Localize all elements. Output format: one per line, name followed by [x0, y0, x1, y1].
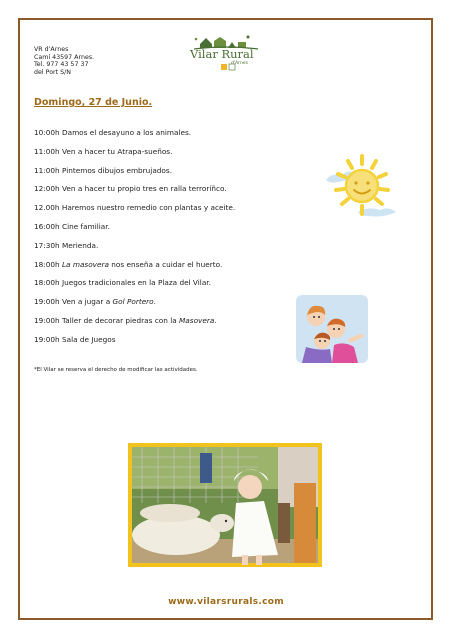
logo-badge: [221, 64, 227, 70]
schedule-item: [34, 260, 235, 279]
schedule-text: Ven a hacer tu propio tres en ralla terroríñco.: [61, 184, 227, 194]
schedule-text: Pintemos dibujos embrujados.: [61, 165, 173, 175]
address-line: VR d'Arnes: [34, 46, 69, 53]
schedule-time: 12.00h: [34, 203, 60, 213]
schedule-item: [34, 166, 235, 185]
activity-schedule: [34, 128, 235, 354]
schedule-time: 18:00h: [34, 278, 60, 288]
logo-title: Vilar Rural: [190, 47, 254, 61]
schedule-text: Ven a jugar a: [61, 297, 113, 307]
schedule-italic: Gol Portero: [112, 297, 154, 307]
schedule-text: Haremos nuestro remedio con plantas y aceite.: [61, 203, 236, 213]
schedule-time: 17:30h: [34, 240, 60, 250]
disclaimer-note: *El Vilar se reserva el derecho de modificar las actividades.: [34, 367, 198, 373]
schedule-item: [34, 297, 235, 316]
schedule-item: [34, 316, 235, 335]
schedule-text: Juegos tradicionales en la Plaza del Vilar.: [61, 278, 211, 288]
schedule-time: 18:00h: [34, 259, 60, 269]
schedule-time: 19:00h: [34, 315, 60, 325]
schedule-time: 16:00h: [34, 221, 60, 231]
address-block: [34, 46, 94, 76]
schedule-item: [34, 335, 235, 354]
address-line: del Port S/N: [34, 68, 71, 76]
address-line: Tel. 977 43 57 37: [34, 61, 89, 69]
schedule-text: .: [153, 297, 156, 307]
schedule-item: [34, 241, 235, 260]
schedule-text: nos enseña a cuidar el huerto.: [108, 259, 223, 269]
schedule-item: [34, 203, 235, 222]
date-heading: Domingo, 27 de Junio.: [34, 97, 153, 108]
website-link[interactable]: www.vilarsrurals.com: [168, 597, 284, 607]
schedule-text: Cine familiar.: [61, 221, 110, 231]
schedule-item: [34, 184, 235, 203]
children-illustration: [296, 295, 368, 363]
schedule-text: Damos el desayuno a los animales.: [61, 128, 192, 137]
schedule-time: 10:00h: [34, 128, 60, 137]
schedule-italic: Masovera: [179, 315, 215, 325]
logo-subtitle: d'Arnes: [231, 61, 248, 66]
schedule-text: .: [214, 315, 217, 325]
schedule-item: [34, 278, 235, 297]
girl-with-sheep-photo: [128, 443, 322, 567]
schedule-italic: La masovera: [61, 259, 109, 269]
sun-illustration: [318, 150, 402, 224]
address-line: Camí 43597 Arnes.: [34, 53, 95, 61]
schedule-item: [34, 147, 235, 166]
schedule-item: [34, 222, 235, 241]
schedule-text: Ven a hacer tu Atrapa-sueños.: [61, 146, 173, 156]
schedule-time: 19:00h: [34, 297, 60, 307]
schedule-text: Sala de Juegos: [61, 334, 116, 344]
schedule-time: 11:00h: [34, 146, 60, 156]
schedule-text: Merienda.: [61, 240, 99, 250]
schedule-item: [34, 128, 235, 147]
schedule-time: 19:00h: [34, 334, 60, 344]
schedule-time: 11:00h: [34, 165, 60, 175]
schedule-time: 12:00h: [34, 184, 60, 194]
schedule-text: Taller de decorar piedras con la: [61, 315, 180, 325]
